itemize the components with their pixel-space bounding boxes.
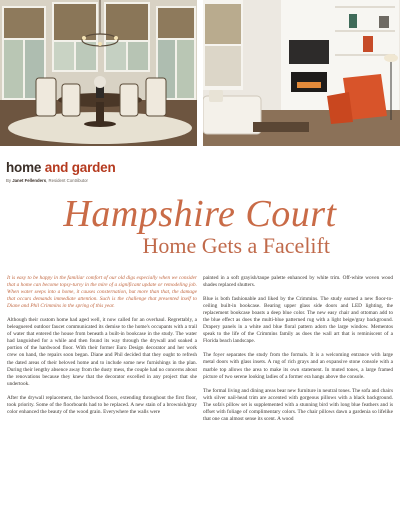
article-paragraph: After the drywall replacement, the hardwood floors, extending throughout the first floor, took priority. Some of the floorboards had to be replaced. A new stain of a brownish/gray color enhanced the beauty of the wood grain. Everywhere the walls were xyxy=(7,394,197,415)
article-column-right xyxy=(203,275,393,430)
article-column-left xyxy=(7,275,197,423)
dining-room-illustration xyxy=(0,0,197,146)
article-paragraph: painted in a soft grayish/taupe palette enhanced by white trim. Off-white woven wood shades replaced shutters. xyxy=(203,275,393,289)
article-paragraph: Blue is both fashionable and liked by the Crimmins. The study earned a new floor-to-ceiling built-in bookcase. Bearing upper glass side doors and LED lighting, the replacement bookcase boasts a deep blue color. The new easy chair and ottoman add to the blue effect as does the multi-blue patterned rug with a light beige/gray background. Drapery panels in a white and blue floral pattern adorn the large window. Mementos speak to the life of the Crimmins family as does the wall art that is reminiscent of a Florida beach landscape. xyxy=(203,296,393,345)
byline xyxy=(6,178,88,183)
byline-role: , Resident Contributor xyxy=(46,178,88,183)
byline-author: Janet Fellenders xyxy=(12,178,47,183)
article-paragraph: The foyer separates the study from the formals. It is a welcoming entrance with large metal doors with glass insets. A rug of rich grays and an expansive stone console with a marble top allows the area to make its own statement. In muted tones, a large framed picture of two serene looking ladies of a former era hangs above the console. xyxy=(203,352,393,380)
headline-subtitle: Home Gets a Facelift xyxy=(142,233,330,258)
living-room-illustration xyxy=(203,0,400,146)
section-title-home: home xyxy=(6,160,42,175)
byline-prefix: By xyxy=(6,178,13,183)
article-paragraph: The formal living and dining areas bear new furniture in neutral tones. The sofa and chairs with silver nail-head trim are accented with gorgeous pillows with a black background. The sofa's pillow set is supplemented with a stunning bird with long blue feathers and is offset with foliage of complimentary colors. The chair pillows dawn a gardenia so lifelike that one can almost sense its scent. A wood xyxy=(203,387,394,422)
living-room-photo xyxy=(203,0,400,146)
section-title-garden: and garden xyxy=(44,160,116,175)
article-intro: It is easy to be happy in the familiar comfort of our old digs especially when we consider that a home can become topsy-turvy in the mire of a significant update or remodeling job. When water seeps into a home, it causes consternation, but more than that, the damage that occurs demands immediate attention. Such is the challenge that presented itself to Diane and Phil Crimmins in the spring of this year. xyxy=(7,275,197,310)
section-title xyxy=(6,160,116,175)
article-paragraph: Although their custom home had aged well, it now called for an overhaul. Regrettably, a beleaguered outdoor faucet communicated its demise to the home's occupants with a trail of water that entered the house from beneath a built-in bookcase in the study. The water had languished for a while and then found its way through the drywall and soaked a portion of the hardwood floor. With their former Euro Design decorator and her work crew on hand, the repairs soon began. Diane and Phil decided that they ought to refresh the dated areas of their beloved home and to include some new furnishings in the plan. During their lengthy absence away from the dusty mess, the couple had no concerns about the renovations because they knew that the decorator excelled in any project that she undertook. xyxy=(7,317,197,387)
dining-room-photo xyxy=(0,0,197,146)
headline-title: Hampshire Court xyxy=(63,193,337,235)
